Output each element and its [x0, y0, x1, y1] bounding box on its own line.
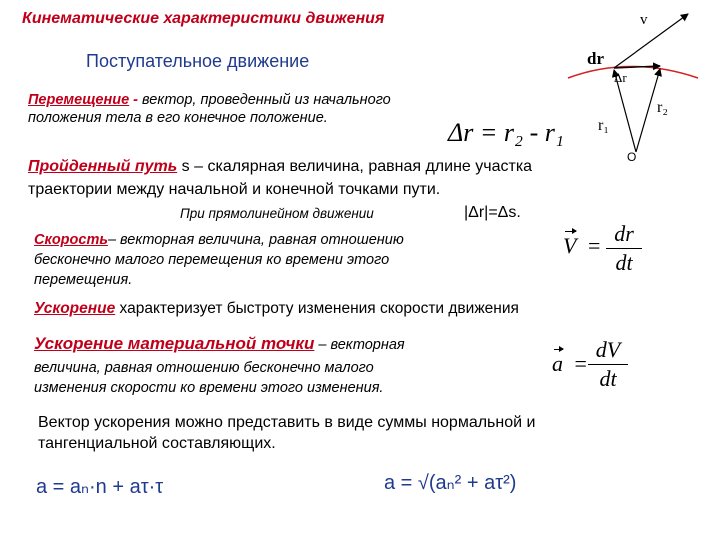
path-line-1	[28, 158, 532, 176]
accel-den: dt	[599, 366, 617, 391]
path-note: При прямолинейном движении	[180, 206, 374, 221]
path-term: Пройденный путь	[28, 158, 178, 175]
accel-lhs: a	[552, 351, 563, 376]
velocity-lhs: V	[563, 233, 577, 258]
material-point-term: Ускорение материальной точки	[34, 334, 315, 353]
velocity-den: dt	[615, 250, 633, 275]
components-text-2: тангенциальной составляющих.	[38, 435, 276, 452]
section-subtitle: Поступательное движение	[86, 51, 310, 71]
path-text-1: s – скалярная величина, равная длине участка	[177, 158, 533, 175]
displacement-line-1	[28, 92, 391, 108]
material-point-text-3: изменения скорости ко времени этого изменения.	[34, 380, 384, 396]
displacement-text-1: вектор, проведенный из начального	[142, 92, 391, 108]
acceleration-term: Ускорение	[34, 300, 116, 317]
velocity-bar	[606, 248, 642, 249]
components-formula-1: a = aₙ·n + aτ·τ	[36, 476, 164, 498]
velocity-text-2: бесконечно малого перемещения ко времени этого	[34, 252, 390, 268]
acceleration-line	[34, 300, 519, 318]
label-delta-r: Δr	[614, 70, 627, 85]
accel-bar	[588, 364, 628, 365]
components-formula-2: a = √(aₙ² + aτ²)	[384, 472, 517, 494]
trajectory-curve	[568, 67, 698, 79]
accel-eq: =	[574, 351, 587, 376]
displacement-dash: -	[129, 92, 143, 108]
material-point-text-1: – векторная	[314, 337, 405, 353]
velocity-text-3: перемещения.	[34, 272, 133, 288]
velocity-vector	[614, 14, 688, 68]
accel-fraction	[588, 338, 628, 391]
label-r2: r₂	[657, 99, 668, 116]
velocity-text-1: – векторная величина, равная отношению	[107, 232, 404, 248]
displacement-term: Перемещение	[28, 92, 130, 108]
material-point-formula-lhs	[552, 351, 587, 377]
label-origin: O	[627, 150, 637, 164]
material-point-text-2: величина, равная отношению бесконечно малого	[34, 360, 374, 376]
accel-num: dV	[595, 337, 621, 362]
components-text-1: Вектор ускорения можно представить в виде суммы нормальной и	[38, 414, 536, 431]
velocity-fraction	[606, 222, 642, 275]
velocity-num: dr	[614, 221, 634, 246]
material-point-line-1	[34, 334, 405, 354]
label-dr: dr	[587, 49, 604, 68]
label-r1: r₁	[598, 117, 609, 134]
label-v: v	[640, 12, 648, 28]
acceleration-text: характеризует быстроту изменения скорости движения	[115, 300, 519, 317]
velocity-formula-lhs	[563, 233, 600, 259]
displacement-formula	[448, 118, 564, 148]
displacement-text-2: положения тела в его конечное положение.	[28, 110, 328, 126]
path-text-2: траектории между начальной и конечной точками пути.	[28, 181, 441, 198]
velocity-term: Скорость	[34, 232, 108, 248]
page-title: Кинематические характеристики движения	[22, 10, 385, 27]
velocity-eq: =	[587, 233, 601, 258]
path-note-formula: |Δr|=Δs.	[464, 204, 521, 221]
velocity-line-1	[34, 232, 404, 248]
displacement-formula-text: Δr = r₂ - r₁	[448, 118, 564, 147]
